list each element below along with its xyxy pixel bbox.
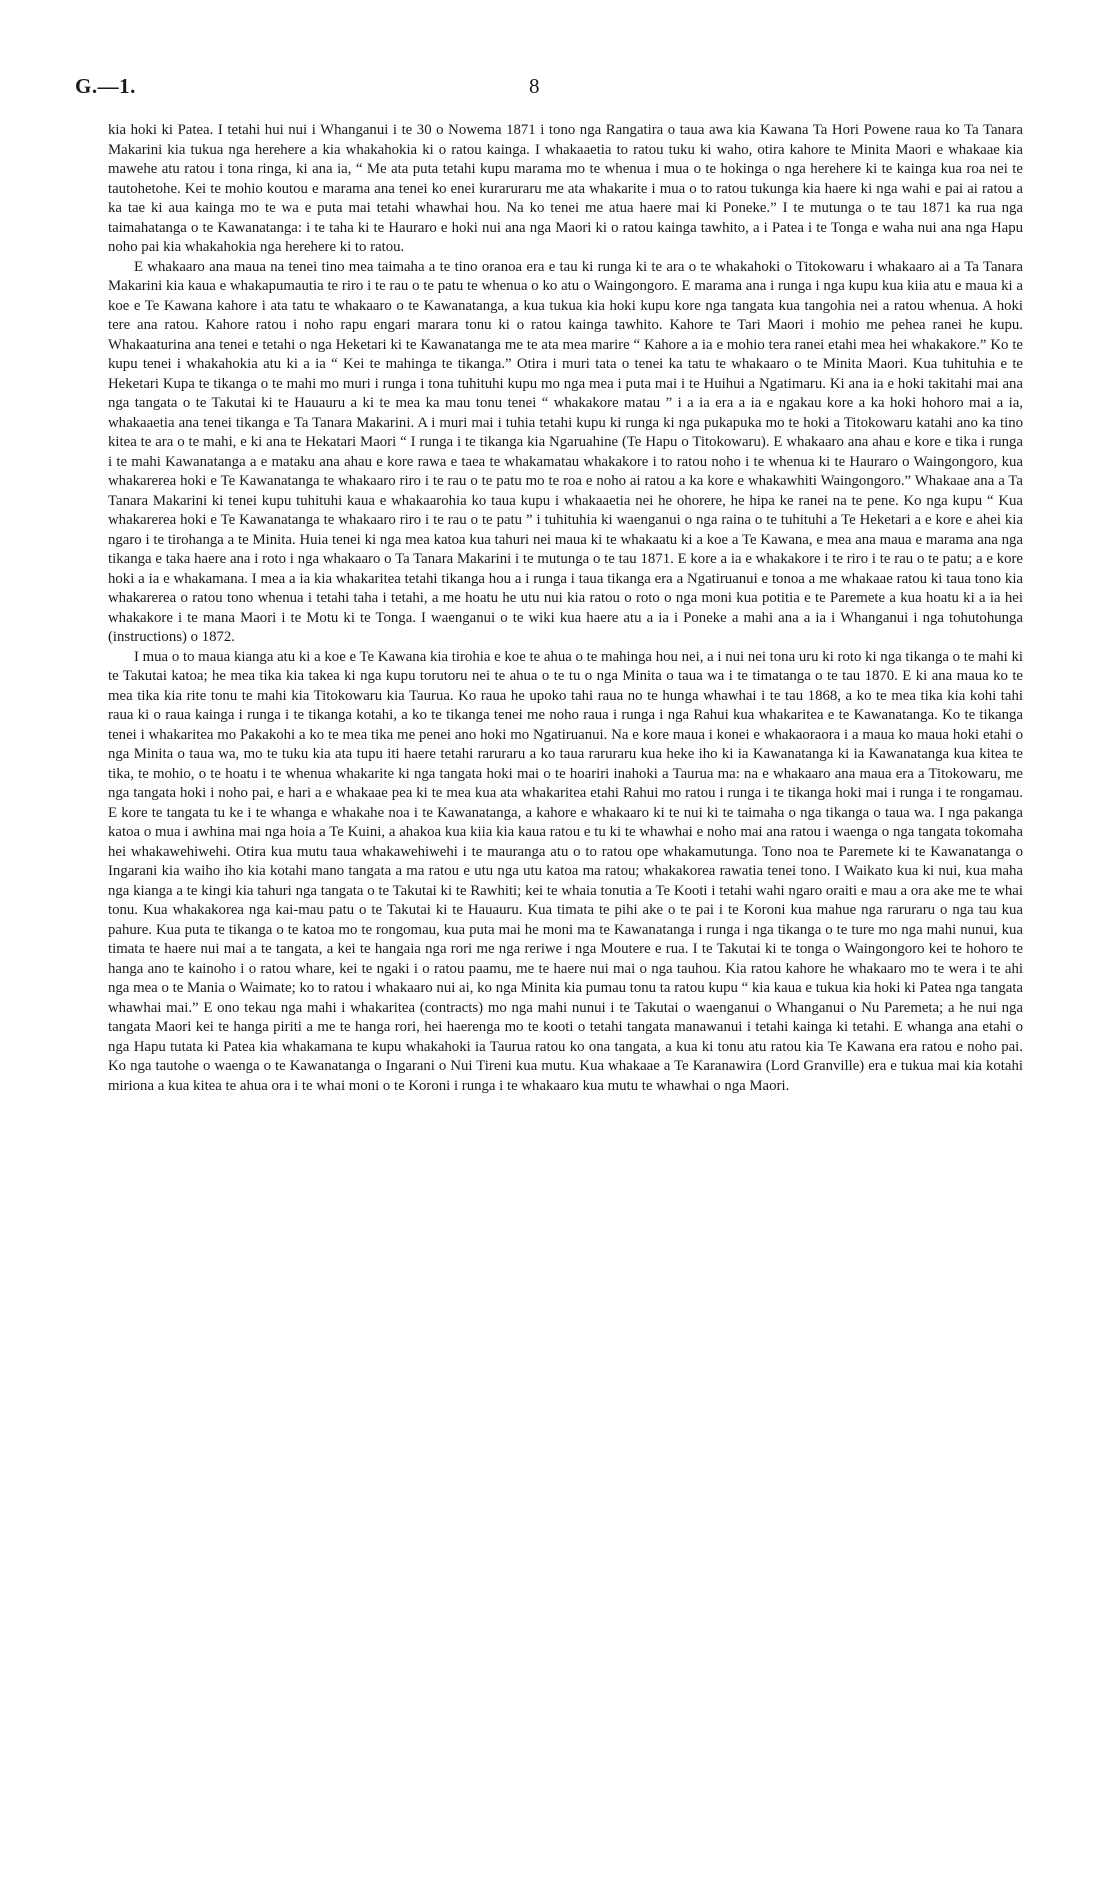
paragraph: E whakaaro ana maua na tenei tino mea taimaha a te tino oranoa era e tau ki runga ki te ara o te whakahoki o Titokowaru i whakaaro ai a Ta Tanara Makarini kia kaua e whakapumautia te riro i te rau o te patu te whenua o ko atu o Waingongoro. E marama ana i runga i nga kupu kua kiia atu e maua ki a koe e Te Kawana kahore i ata tatu te whakaaro o te Kawanatanga, a kua tukua kia hoki kupu kore nga tangata kua tangohia nei a ratou whenua. A hoki tere ana ratou. Kahore ratou i noho rapu engari marara tonu ki o ratou kainga tawhito. Kahore te Tari Maori i mohio me pehea ranei he kupu. Whakaaturina ana tenei e tetahi o nga Heketari ki te Kawanatanga me te ata mea marire “ Kahore a ia e mohio tera ranei etahi mea hei whakakore.” Ko te kupu tenei i whakahokia atu ki a ia “ Kei te mahinga te tikanga.” Otira i muri tata o tenei ka tatu te whakaaro o te Minita Maori. Kua tuhituhia e te Heketari Kupa te tikanga o te mahi mo muri i runga i tona tuhituhi kupu mo nga mea i puta mai i te Huihui a Ngatimaru. Ki ana ia e hoki takitahi mai ana nga tangata o te Takutai ki te Hauauru a ki te mea ka mau tonu tenei “ whakakore matau ” i a ia era a ia e ngakau kore a ka hoki hohoro mai a ia, whakaaetia ana tenei tikanga e Ta Tanara Makarini. A i muri mai i tuhia tetahi kupu ki runga ki nga pukapuka mo te hoki a Titokowaru katahi ano ka tino kitea te ara o te mahi, e ki ana te Hekatari Maori “ I runga i te tikanga kia Ngaruahine (Te Hapu o Titokowaru). E whakaaro ana ahau e kore e tika i runga i te mahi Kawanatanga a e mataku ana ahau e kore rawa e taea te whakamatau whakakore i to ratou noho i te whenua ki te Hauraro o Waingongoro, kua whakarerea hoki e Te Kawanatanga te whakaaro riro i te rau o te patu mo te roa e noho ai ratou a ka kore e whakawhiti Waingongoro.” Whakaae ana a Ta Tanara Makarini ki tenei kupu tuhituhi kaua e whakaarohia ko taua kupu i whakaaetia nei he ohorere, he hipa ke ranei na te pene. Ko nga kupu “ Kua whakarerea hoki e Te Kawanatanga te whakaaro riro i te rau o te patu ” i tuhituhia ki waenganui o nga raina o te tuhituhi a Te Heketari a e kore e ahei kia ngaro i te tirohanga a te Minita. Huia tenei ki nga mea katoa kua tahuri nei maua ki te whakaatu ki a koe a Te Kawana, e mea ana maua e marama ana nga tikanga e taka haere ana i roto i nga whakaaro o Ta Tanara Makarini i te mutunga o te tau 1871. E kore a ia e whakakore i te riro i te rau o te patu; a e kore hoki a ia e whakamana. I mea a ia kia whakaritea tetahi tikanga hou a i runga i taua tikanga era a Ngatiruanui e tonoa a me whakaae ratou ki taua tono kia whakarerea o ratou tono whenua i tetahi taha i tetahi, a me hoatu he utu nui kia ratou o roto o nga moni kua potitia e te Paremete a kua hoatu ki a ia hei whakakore i te mana Maori i te Motu ki te Tonga. I waenganui o te wiki kua haere atu a ia i Poneke a mahi ana a ia i Whanganui i nga tohutohunga (instructions) o 1872. <box>108 258 1023 645</box>
body-text <box>108 121 1023 1096</box>
page-number: 8 <box>529 74 540 98</box>
paragraph: kia hoki ki Patea. I tetahi hui nui i Whanganui i te 30 o Nowema 1871 i tono nga Rangatira o taua awa kia Kawana Ta Hori Powene raua ko Ta Tanara Makarini kia tukua nga herehere a kia whakahokia ki o ratou kainga. I whakaaetia to ratou tuku ki waho, otira kahore te Minita Maori e whakaae kia mawehe atu ratou i tona ringa, ki ana ia, “ Me ata puta tetahi kupu marama mo te whenua i mua o te hokinga o nga herehere ki te kainga kua roa nei te tautohetohe. Kei te mohio koutou e marama ana tenei ko enei kuraruraru me ata whakarite i mua o to ratou tukunga kia haere ki nga wahi e pai ai ratou a ka tae ki aua kainga mo te wa e puta mai tetahi whawhai hou. Na ko tenei me atua haere mai ki Poneke.” I te mutunga o te tau 1871 ka rua nga taimahatanga o te Kawanatanga: i te taha ki te Hauraro e hoki nui ana nga Maori ki o ratou kainga tawhito, a i Patea i te Tonga e waha nui ana nga Hapu noho pai kia whakahokia nga herehere ki to ratou. <box>108 122 1023 255</box>
document-code: G.—1. <box>75 74 136 98</box>
paragraph: I mua o to maua kianga atu ki a koe e Te Kawana kia tirohia e koe te ahua o te mahinga hou nei, a i nui nei tona uru ki roto ki nga tikanga o te mahi ki te Takutai katoa; he mea tika kia takea ki nga kupu torutoru nei te ahua o te tu o nga Minita o taua wa i te timatanga o te tau 1870. E ki ana maua ko te mea tika kia rite tonu te mahi kia Titokowaru kia Taurua. Ko raua he upoko tahi raua no te hunga whawhai i te tau 1868, a ko te mea tika kia kohi tahi raua ki o raua kainga i runga i te tikanga kotahi, a ko te tikanga tenei me noho raua i runga i nga Rahui kua whakaritea e te Kawanatanga. Ko te tikanga tenei i whakaritea mo Pakakohi a ko te mea tika me penei ano hoki mo Ngatiruanui. Na e kore maua i konei e whakaoraora i a maua ko maua hoki etahi o nga Minita o taua wa, mo te tuku kia ata tupu iti haere tetahi raruraru a ko taua raruraru kua heke iho ki ia Kawanatanga ki ia Kawanatanga kua kitea te tika, te mohio, o te hoatu i te whenua whakarite ki nga tangata hoki mai o te hoariri inahoki a Taurua ma: na e whakaaro ana maua era a Titokowaru, me nga tangata hoki i noho pai, e hari a e whakaae pea ki te mea kua ata whakaritea etahi Rahui mo ratou i runga i te tikanga hoki mai i runga i te rongamau. E kore te tangata tu ke i te whanga e whakahe noa i te Kawanatanga, a kahore e whakaaro ki te nui ki te taimaha o nga tikanga o taua wa. I nga pakanga katoa o mua i awhina mai nga hoia a Te Kuini, a ahakoa kua kiia kia kaua ratou e tu ki te whawhai e noho mai ana ratou i waenga o nga tangata tokomaha hei whakawehiwehi. Otira kua mutu taua whakawehiwehi i te mauranga atu o to ratou ope whakamutunga. Tono noa te Paremete ki te Kawanatanga o Ingarani kia waiho iho kia kotahi mano tangata a ma ratou e utu nga utu katoa ma ratou; whakakorea rawatia tenei tono. I Waikato kua ki nui, kua maha nga kianga a te kingi kia tahuri nga tangata o te Takutai ki te Rawhiti; kei te whaia tonutia a Te Kooti i tetahi wahi ngaro oraiti e mau a ora ake me te whai tonu. Kua whakakorea nga kai-mau patu o te Takutai ki te Hauauru. Kua timata te pihi ake o te pai i te Koroni kua mahue nga raruraru o nga tau kua pahure. Kua puta te tikanga o te katoa mo te rongomau, kua puta mai he moni ma te Kawanatanga i runga i nga tikanga o te ture mo nga mahi nunui, kua timata te haere nui mai a te tangata, a kei te hangaia nga rori me nga reriwe i nga Moutere e rua. I te Takutai ki te tonga o Waingongoro kei te hohoro te hanga ano te kainoho i o ratou whare, kei te ngaki i o ratou paamu, me te haere nui mai o nga tauhou. Kia ratou kahore he whakaaro mo te wera i te ahi nga mea o te Mania o Waimate; ko to ratou i whakaaro nui ai, ko nga Minita kia pumau tonu ta ratou kupu “ kia kaua e tukua kia hoki ki Patea nga tangata whawhai mai.” E ono tekau nga mahi i whakaritea (contracts) mo nga mahi nunui i te Takutai o waenganui o Whanganui o Nu Paremeta; a he nui nga tangata Maori kei te hanga piriti a me te hanga rori, hei haerenga mo te kooti o tetahi tangata manawanui i tetahi kainga ki tetahi. E whanga ana etahi o nga Hapu tutata ki Patea kia whakamana te kupu whakahoki ia Taurua ratou ko ona tangata, a kua ki tonu atu ratou kia Te Kawana era ratou e noho pai. Ko nga tautohe o waenga o te Kawanatanga o Ingarani o Nui Tireni kua mutu. Kua whakaae a Te Karanawira (Lord Granville) era e tukua mai kia kotahi miriona a kua kitea te ahua ora i te whai moni o te Koroni i runga i te whakaaro kua mutu te whawhai o nga Maori. <box>108 648 1023 1094</box>
page-header <box>75 74 1075 104</box>
